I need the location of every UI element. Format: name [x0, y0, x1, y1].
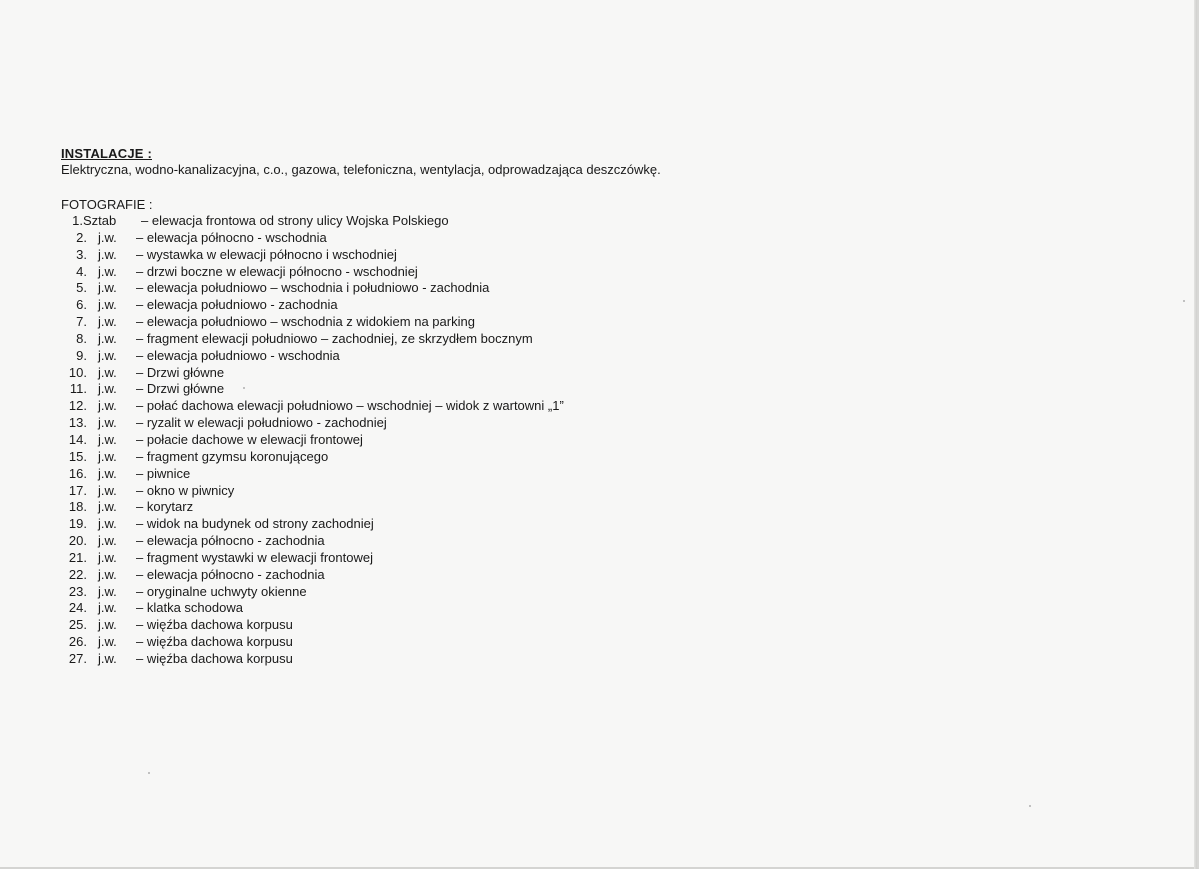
photo-description: – elewacja północno - zachodnia: [136, 533, 325, 549]
photo-list-item: [61, 331, 564, 348]
photo-number: 13.: [68, 415, 87, 431]
photo-reference: j.w.: [98, 533, 117, 549]
photo-description: – ryzalit w elewacji południowo - zachodniej: [136, 415, 387, 431]
photo-description: – okno w piwnicy: [136, 482, 235, 498]
scan-speck: [1029, 805, 1031, 807]
photo-list-item: [61, 516, 564, 533]
photo-reference: j.w.: [98, 448, 117, 464]
photo-number: 5.: [76, 280, 87, 296]
photo-reference: j.w.: [98, 229, 117, 245]
photo-list-item: [61, 466, 564, 483]
photo-description: – elewacja południowo - zachodnia: [136, 297, 338, 313]
photo-number: 24.: [68, 600, 87, 616]
photo-description: – elewacja południowo – wschodnia i południowo - zachodnia: [136, 280, 490, 296]
photo-description: – połać dachowa elewacji południowo – wschodniej – widok z wartowni „1”: [136, 398, 564, 414]
photo-number: 12.: [68, 398, 87, 414]
photo-number: 17.: [68, 482, 87, 498]
photo-reference: j.w.: [98, 347, 117, 363]
photo-list-item: [61, 415, 564, 432]
photo-list-item: [61, 499, 564, 516]
photo-description: – wystawka w elewacji północno i wschodniej: [136, 246, 397, 262]
photo-number: 7.: [76, 314, 87, 330]
photo-list-item: [61, 314, 564, 331]
photo-reference: j.w.: [98, 398, 117, 414]
photo-description: – połacie dachowe w elewacji frontowej: [136, 431, 363, 447]
photo-list-item: [61, 600, 564, 617]
photo-reference: j.w.: [98, 516, 117, 532]
photo-number: 6.: [76, 297, 87, 313]
photo-reference: j.w.: [98, 549, 117, 565]
photo-description: – fragment elewacji południowo – zachodniej, ze skrzydłem bocznym: [136, 330, 533, 346]
photo-number: 10.: [68, 364, 87, 380]
photo-reference: j.w.: [98, 650, 117, 666]
photo-reference: j.w.: [98, 330, 117, 346]
photo-list-item: [61, 398, 564, 415]
photo-number: 11.: [69, 381, 87, 397]
photo-reference: j.w.: [98, 364, 117, 380]
photo-list-item: [61, 348, 564, 365]
photo-description: – więźba dachowa korpusu: [136, 634, 293, 650]
photo-number: 20.: [68, 533, 87, 549]
photo-list-item: [61, 634, 564, 651]
photo-list-item: [61, 381, 564, 398]
scan-speck: [148, 772, 150, 774]
photo-description: – elewacja południowo - wschodnia: [136, 347, 340, 363]
photo-reference: j.w.: [98, 381, 117, 397]
photo-list-item: [61, 617, 564, 634]
photo-number: 19.: [68, 516, 87, 532]
photo-number: 1.: [72, 213, 83, 228]
photo-list-item: [61, 584, 564, 601]
photo-number: 18.: [68, 499, 87, 515]
photo-list-item: [61, 651, 564, 668]
photo-reference: j.w.: [98, 431, 117, 447]
photo-list-item: [61, 483, 564, 500]
photo-number: 16.: [68, 465, 87, 481]
photo-description: – fragment wystawki w elewacji frontowej: [136, 549, 373, 565]
photo-number: 21.: [68, 549, 87, 565]
photo-number: 14.: [68, 431, 87, 447]
photo-list-item: [61, 432, 564, 449]
instalacje-section: [61, 146, 661, 178]
page-edge-shadow: [1194, 0, 1197, 869]
photo-description: – oryginalne uchwyty okienne: [136, 583, 307, 599]
photo-reference: Sztab: [83, 213, 117, 228]
photo-number: 3.: [76, 246, 87, 262]
photo-number: 27.: [68, 650, 87, 666]
photo-list-item: [61, 297, 564, 314]
photo-list-item: [61, 280, 564, 297]
photo-list-item: [61, 567, 564, 584]
instalacje-text: Elektryczna, wodno-kanalizacyjna, c.o., gazowa, telefoniczna, wentylacja, odprowadzająca deszczówkę.: [61, 162, 661, 177]
photo-number: 15.: [68, 448, 87, 464]
photo-number: 25.: [68, 617, 87, 633]
photo-reference: j.w.: [98, 263, 117, 279]
photo-description: – elewacja południowo – wschodnia z widokiem na parking: [136, 314, 475, 330]
photo-number: 4.: [76, 263, 87, 279]
scan-speck: [243, 387, 245, 389]
photo-reference: j.w.: [98, 617, 117, 633]
photo-number: 26.: [68, 634, 87, 650]
photo-number: 2.: [76, 229, 87, 245]
photo-reference: j.w.: [98, 566, 117, 582]
photo-description: – elewacja frontowa od strony ulicy Wojska Polskiego: [141, 213, 449, 228]
photo-list-item: [61, 247, 564, 264]
photo-number: 9.: [76, 347, 87, 363]
photo-description: – fragment gzymsu koronującego: [136, 448, 329, 464]
photo-number: 22.: [68, 566, 87, 582]
photo-list: [61, 213, 564, 668]
photo-description: – więźba dachowa korpusu: [136, 617, 293, 633]
photo-reference: j.w.: [98, 280, 117, 296]
photo-list-item: [61, 264, 564, 281]
photo-reference: j.w.: [98, 465, 117, 481]
photo-reference: j.w.: [98, 415, 117, 431]
instalacje-heading: INSTALACJE :: [61, 146, 152, 161]
photo-description: – korytarz: [136, 499, 194, 515]
scan-speck: [1183, 300, 1185, 302]
fotografie-section: [61, 197, 153, 213]
photo-description: – Drzwi główne: [136, 364, 225, 380]
photo-list-item: [61, 213, 564, 230]
photo-reference: j.w.: [98, 297, 117, 313]
photo-reference: j.w.: [98, 600, 117, 616]
photo-reference: j.w.: [98, 499, 117, 515]
fotografie-heading: FOTOGRAFIE :: [61, 197, 153, 212]
photo-description: – drzwi boczne w elewacji północno - wschodniej: [136, 263, 418, 279]
photo-number: 8.: [76, 330, 87, 346]
photo-list-item: [61, 550, 564, 567]
photo-reference: j.w.: [98, 246, 117, 262]
photo-description: – elewacja północno - wschodnia: [136, 229, 327, 245]
photo-list-item: [61, 533, 564, 550]
photo-description: – piwnice: [136, 465, 191, 481]
photo-description: – więźba dachowa korpusu: [136, 650, 293, 666]
photo-description: – klatka schodowa: [136, 600, 243, 616]
photo-reference: j.w.: [98, 583, 117, 599]
photo-reference: j.w.: [98, 482, 117, 498]
photo-description: – Drzwi główne: [136, 381, 225, 397]
photo-list-item: [61, 230, 564, 247]
photo-list-item: [61, 365, 564, 382]
photo-list-item: [61, 449, 564, 466]
photo-description: – widok na budynek od strony zachodniej: [136, 516, 374, 532]
photo-reference: j.w.: [98, 634, 117, 650]
photo-number: 23.: [68, 583, 87, 599]
photo-reference: j.w.: [98, 314, 117, 330]
photo-description: – elewacja północno - zachodnia: [136, 566, 325, 582]
